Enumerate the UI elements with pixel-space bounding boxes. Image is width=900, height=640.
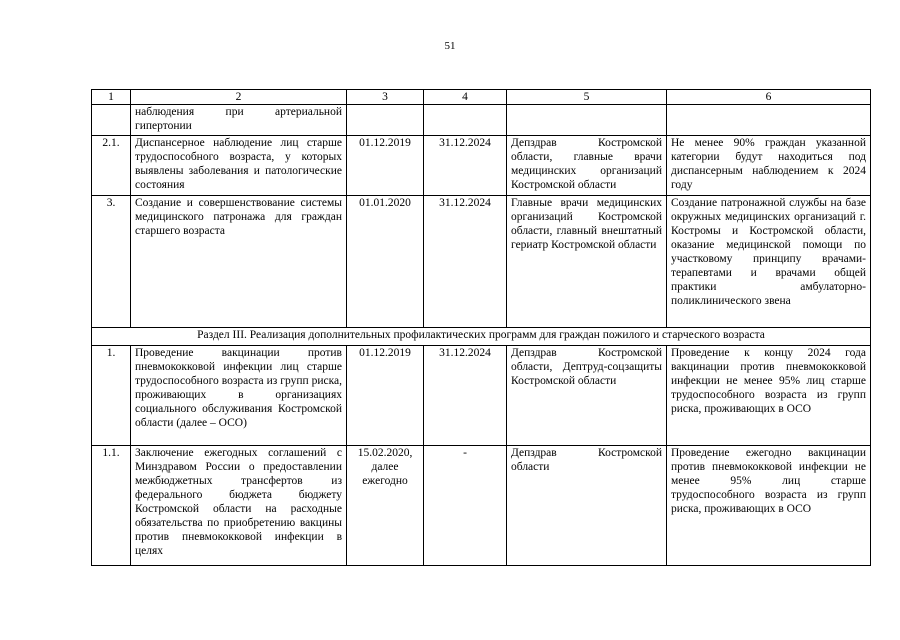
item-number: 1. [92,346,131,446]
item-number: 2.1. [92,136,131,196]
result-cell: Проведение ежегодно вакцинации против пневмококковой инфекции не менее 95% лиц старше трудоспособного возраста из групп риска, проживающих в ОСО [667,446,871,566]
event-cell: наблюдения при артериальной гипертонии [131,105,347,136]
end-date-cell: - [424,446,507,566]
start-date-cell [347,105,424,136]
page-number: 51 [444,40,456,52]
column-number: 6 [667,90,871,105]
executor-cell [507,105,667,136]
executor-cell: Депздрав Костромской области [507,446,667,566]
column-number: 1 [92,90,131,105]
executor-cell: Депздрав Костромской области, главные врачи медицинских организаций Костромской области [507,136,667,196]
event-cell: Диспансерное наблюдение лиц старше трудоспособного возраста, у которых выявлены заболевания и патологические состояния [131,136,347,196]
measures-table [91,89,871,566]
result-cell: Проведение к концу 2024 года вакцинации против пневмококковой инфекции не менее 95% лиц старше трудоспособного возраста из групп риска, проживающих в ОСО [667,346,871,446]
start-date-cell: 01.01.2020 [347,196,424,328]
event-cell: Создание и совершенствование системы медицинского патронажа для граждан старшего возраста [131,196,347,328]
event-cell: Заключение ежегодных соглашений с Минздравом России о предоставлении межбюджетных трансфертов из федерального бюджета бюджету Костромской области на расходные обязательства по приобретению вакцины против пневмококковой инфекции в целях [131,446,347,566]
table-row [92,136,871,196]
column-number: 2 [131,90,347,105]
end-date-cell [424,105,507,136]
end-date-cell: 31.12.2024 [424,346,507,446]
column-number: 3 [347,90,424,105]
start-date-cell: 15.02.2020, далее ежегодно [347,446,424,566]
column-number: 4 [424,90,507,105]
table-row [92,446,871,566]
executor-cell: Депздрав Костромской области, Дептруд-соцзащиты Костромской области [507,346,667,446]
result-cell: Создание патронажной службы на базе окружных медицинских организаций г. Костромы и Костромской области, оказание медицинской помощи по участковому принципу врачами-терапевтами и врачами общей практики амбулаторно-поликлинического звена [667,196,871,328]
start-date-cell: 01.12.2019 [347,346,424,446]
column-number: 5 [507,90,667,105]
column-number-row [92,90,871,105]
end-date-cell: 31.12.2024 [424,196,507,328]
table-row [92,105,871,136]
result-cell: Не менее 90% граждан указанной категории будут находиться под диспансерным наблюдением к 2024 году [667,136,871,196]
end-date-cell: 31.12.2024 [424,136,507,196]
result-cell [667,105,871,136]
section-row [92,328,871,346]
executor-cell: Главные врачи медицинских организаций Костромской области, главный внештатный гериатр Костромской области [507,196,667,328]
item-number [92,105,131,136]
table-row [92,346,871,446]
event-cell: Проведение вакцинации против пневмококковой инфекции лиц старше трудоспособного возраста из групп риска, проживающих в организациях социального обслуживания Костромской области (далее – ОСО) [131,346,347,446]
section-title: Раздел III. Реализация дополнительных профилактических программ для граждан пожилого и старческого возраста [92,328,871,346]
table-row [92,196,871,328]
item-number: 3. [92,196,131,328]
item-number: 1.1. [92,446,131,566]
start-date-cell: 01.12.2019 [347,136,424,196]
